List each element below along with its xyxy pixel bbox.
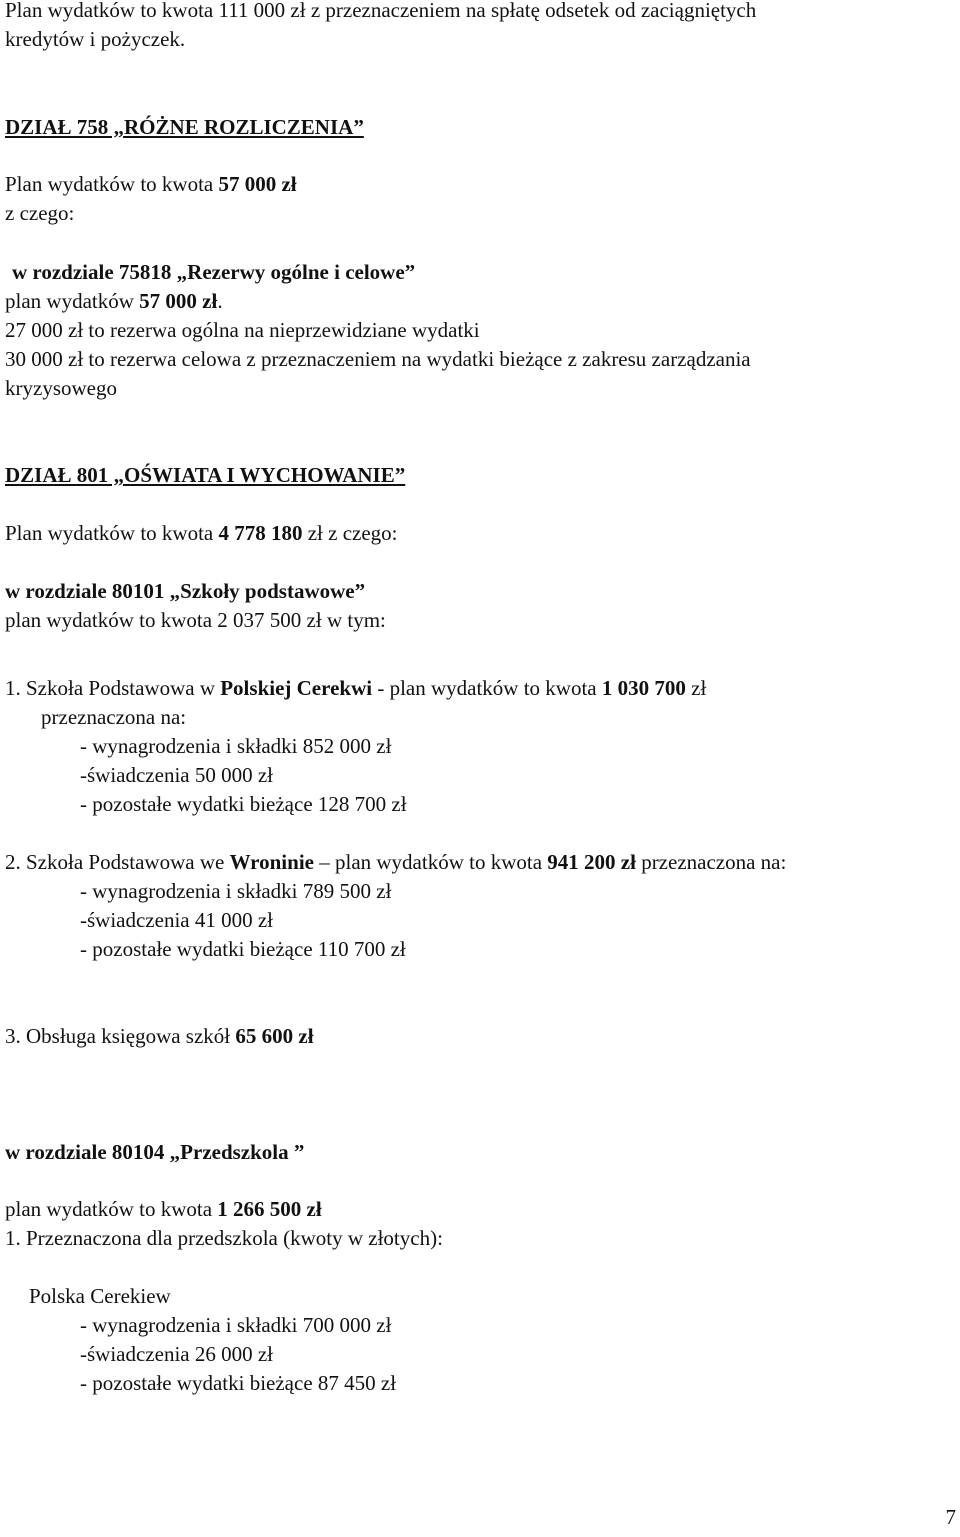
plan-80104-label: plan wydatków to kwota	[5, 1197, 218, 1221]
plan-758-amount: 57 000 zł	[218, 172, 297, 196]
school-1-amount: 1 030 700	[601, 676, 686, 700]
school-1-prefix: 1. Szkoła Podstawowa w	[5, 676, 221, 700]
school-1-suffix: zł	[685, 676, 707, 700]
accounting-label: 3. Obsługa księgowa szkół	[5, 1024, 236, 1048]
preschool-other: - pozostałe wydatki bieżące 87 450 zł	[80, 1371, 397, 1395]
plan-75818-label: plan wydatków	[5, 289, 140, 313]
section-heading-758: DZIAŁ 758 „RÓŻNE ROZLICZENIA”	[5, 115, 364, 139]
school-1-name: Polskiej Cerekwi	[220, 676, 373, 700]
school-2-wages: - wynagrodzenia i składki 789 500 zł	[80, 879, 392, 903]
reserve-targeted: 30 000 zł to rezerwa celowa z przeznaczeniem na wydatki bieżące z zakresu zarządzania	[5, 347, 751, 371]
plan-801	[5, 519, 398, 548]
school-2-prefix: 2. Szkoła Podstawowa we	[5, 850, 230, 874]
school-2-suffix: przeznaczona na:	[635, 850, 787, 874]
rozdzial-80104-label: w rozdziale 80104 „Przedszkola ”	[5, 1140, 305, 1164]
preschool-benefits: -świadczenia 26 000 zł	[80, 1342, 274, 1366]
accounting-amount: 65 600 zł	[235, 1024, 314, 1048]
plan-75818-dot: .	[217, 289, 223, 313]
z-czego-758: z czego:	[5, 201, 75, 225]
plan-758-label: Plan wydatków to kwota	[5, 172, 219, 196]
school-2-benefits: -świadczenia 41 000 zł	[80, 908, 274, 932]
school-1-line	[5, 674, 706, 703]
plan-80104-amount: 1 266 500 zł	[217, 1197, 322, 1221]
rozdzial-75818-label: w rozdziale 75818 „Rezerwy ogólne i celowe”	[12, 260, 416, 284]
plan-75818-amount: 57 000 zł	[139, 289, 218, 313]
school-1-mid: - plan wydatków to kwota	[372, 676, 602, 700]
school-2-mid: – plan wydatków to kwota	[313, 850, 548, 874]
reserve-general: 27 000 zł to rezerwa ogólna na nieprzewidziane wydatki	[5, 318, 480, 342]
school-2-other: - pozostałe wydatki bieżące 110 700 zł	[80, 937, 406, 961]
plan-80104	[5, 1195, 322, 1224]
plan-801-label: Plan wydatków to kwota	[5, 521, 219, 545]
school-2-amount: 941 200 zł	[547, 850, 636, 874]
plan-801-suffix: zł z czego:	[302, 521, 398, 545]
school-2-line	[5, 848, 786, 877]
preschool-wages: - wynagrodzenia i składki 700 000 zł	[80, 1313, 392, 1337]
plan-80101: plan wydatków to kwota 2 037 500 zł w tym:	[5, 608, 386, 632]
school-1-wages: - wynagrodzenia i składki 852 000 zł	[80, 734, 392, 758]
reserve-targeted-cont: kryzysowego	[5, 376, 117, 400]
plan-758	[5, 170, 297, 199]
preschool-przeznaczona: 1. Przeznaczona dla przedszkola (kwoty w złotych):	[5, 1226, 443, 1250]
rozdzial-80101-label: w rozdziale 80101 „Szkoły podstawowe”	[5, 579, 366, 603]
plan-75818	[5, 287, 223, 316]
intro-line-2: kredytów i pożyczek.	[5, 27, 186, 51]
accounting-service	[5, 1022, 314, 1051]
school-1-przeznaczona: przeznaczona na:	[41, 705, 187, 729]
preschool-place: Polska Cerekiew	[29, 1284, 171, 1308]
school-1-benefits: -świadczenia 50 000 zł	[80, 763, 274, 787]
section-heading-801: DZIAŁ 801 „OŚWIATA I WYCHOWANIE”	[5, 463, 406, 487]
school-1-other: - pozostałe wydatki bieżące 128 700 zł	[80, 792, 407, 816]
plan-801-amount: 4 778 180	[218, 521, 303, 545]
school-2-name: Wroninie	[229, 850, 314, 874]
intro-line-1: Plan wydatków to kwota 111 000 zł z przeznaczeniem na spłatę odsetek od zaciągniętych	[5, 0, 757, 22]
page-number: 7	[945, 1505, 956, 1529]
